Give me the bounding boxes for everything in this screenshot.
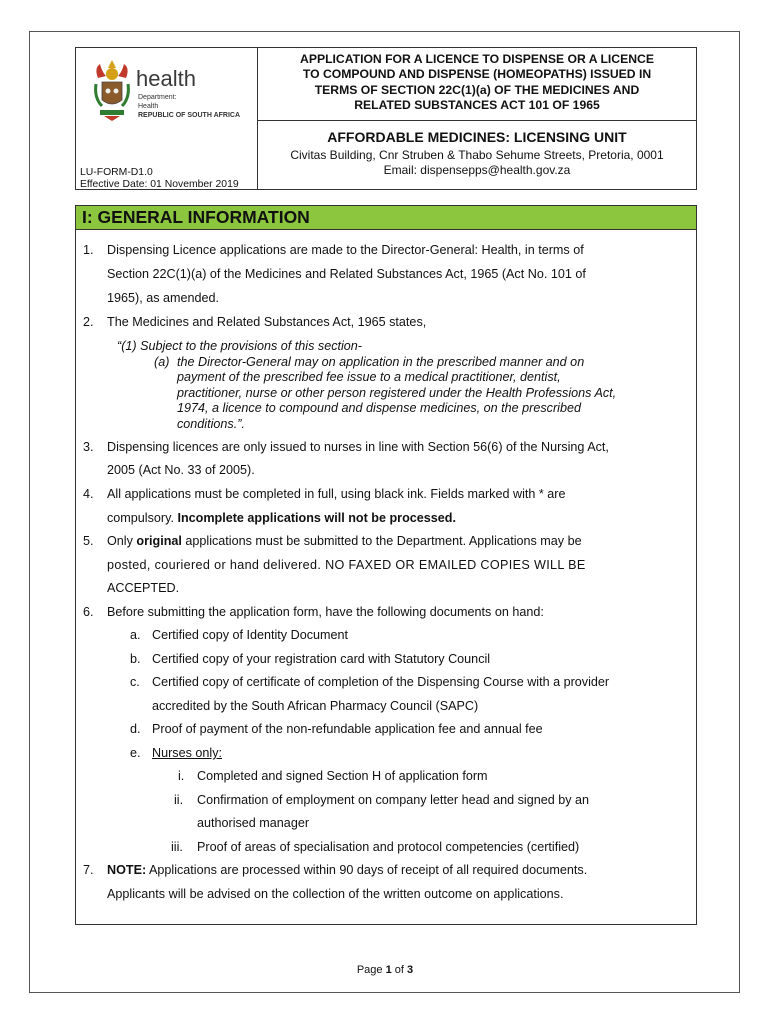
item-number: 7. xyxy=(83,863,94,877)
logo-health: Health xyxy=(138,103,159,110)
form-title-line: TO COMPOUND AND DISPENSE (HOMEOPATHS) ISSUED IN xyxy=(302,67,652,82)
doc-identity: Certified copy of Identity Document xyxy=(152,628,348,642)
general-information-section xyxy=(75,205,697,925)
sub-marker: e. xyxy=(130,746,141,760)
unit-address: Civitas Building, Cnr Struben & Thabo Sehume Streets, Pretoria, 0001 xyxy=(290,148,664,162)
emphasis: original xyxy=(136,534,182,548)
sub-marker: b. xyxy=(130,652,141,666)
coat-of-arms-icon xyxy=(92,58,132,122)
form-title-line: APPLICATION FOR A LICENCE TO DISPENSE OR A LICENCE xyxy=(300,52,654,66)
sub-marker: c. xyxy=(130,675,140,689)
item-1-line-1 xyxy=(107,243,670,257)
form-code: LU-FORM-D1.0 xyxy=(80,167,153,178)
form-title xyxy=(258,48,696,121)
text: Dispensing Licence applications are made to the Director-General: Health, in terms of xyxy=(107,243,584,257)
item-number: 4. xyxy=(83,487,94,501)
item-2-line-1: The Medicines and Related Substances Act, 1965 states, xyxy=(107,315,427,329)
nurse-doc-employment-line-1: Confirmation of employment on company letter head and signed by an xyxy=(197,793,590,807)
department-logo xyxy=(88,56,248,126)
item-number: 3. xyxy=(83,440,94,454)
text: Only xyxy=(107,534,133,548)
logo-department: Department: xyxy=(138,94,177,101)
form-title-line: RELATED SUBSTANCES ACT 101 OF 1965 xyxy=(354,98,600,113)
item-5-line-2: posted, couriered or hand delivered. NO FAXED OR EMAILED COPIES WILL BE xyxy=(107,558,586,572)
page-label: Page xyxy=(356,964,383,976)
quote-line-2: the Director-General may on application in the prescribed manner and on xyxy=(177,355,585,369)
item-number: 6. xyxy=(83,605,94,619)
section-heading: I: GENERAL INFORMATION xyxy=(76,206,696,230)
unit-info xyxy=(258,121,696,189)
header-logo-cell xyxy=(76,48,258,189)
doc-certificate-line-1: Certified copy of certificate of completion of the Dispensing Course with a provider xyxy=(152,675,610,689)
item-5-line-1 xyxy=(107,534,582,548)
text: compulsory. xyxy=(107,511,174,525)
logo-wordmark: health xyxy=(136,66,196,91)
logo-country: REPUBLIC OF SOUTH AFRICA xyxy=(138,112,241,119)
doc-payment: Proof of payment of the non-refundable application fee and annual fee xyxy=(152,722,543,736)
page-footer xyxy=(0,964,770,976)
item-3-line-1: Dispensing licences are only issued to nurses in line with Section 56(6) of the Nursing Act, xyxy=(107,440,609,454)
form-identifier xyxy=(80,167,239,191)
quote-line-6: conditions.”. xyxy=(177,417,245,431)
sub-marker: a. xyxy=(130,628,141,642)
emphasis: NOTE: xyxy=(107,863,147,877)
page-total: 3 xyxy=(407,964,414,976)
doc-certificate-line-2: accredited by the South African Pharmacy Council (SAPC) xyxy=(152,699,479,713)
item-4-line-1: All applications must be completed in full, using black ink. Fields marked with * are xyxy=(107,487,566,501)
effective-date: Effective Date: 01 November 2019 xyxy=(80,179,239,190)
sub-marker: d. xyxy=(130,722,141,736)
item-1-line-2: Section 22C(1)(a) of the Medicines and Related Substances Act, 1965 (Act No. 101 of xyxy=(107,267,586,281)
quote-line-3: payment of the prescribed fee issue to a medical practitioner, dentist, xyxy=(177,370,561,384)
quote-marker: (a) xyxy=(154,355,170,369)
item-7-line-2: Applicants will be advised on the collection of the written outcome on applications. xyxy=(107,887,564,901)
quote-line-1: “(1) Subject to the provisions of this section- xyxy=(117,339,362,353)
nurse-doc-section-h: Completed and signed Section H of application form xyxy=(197,769,488,783)
form-title-line: TERMS OF SECTION 22C(1)(a) OF THE MEDICINES AND xyxy=(314,82,640,97)
item-4-line-2 xyxy=(107,511,456,525)
item-number: 2. xyxy=(83,315,94,329)
doc-registration: Certified copy of your registration card with Statutory Council xyxy=(152,652,491,666)
item-1-line-3: 1965), as amended. xyxy=(107,291,220,305)
text: Nurses only: xyxy=(152,746,222,760)
item-7-line-1 xyxy=(107,863,587,877)
page-of: of xyxy=(394,964,404,976)
quote-line-5: 1974, a licence to compound and dispense medicines, on the prescribed xyxy=(177,401,581,415)
quote-line-4: practitioner, nurse or other person registered under the Health Professions Act, xyxy=(177,386,617,400)
page-number: 1 xyxy=(385,964,392,976)
unit-name: AFFORDABLE MEDICINES: LICENSING UNIT xyxy=(327,129,627,145)
item-5-line-3: ACCEPTED. xyxy=(107,581,180,595)
text: Applications are processed within 90 days of receipt of all required documents. xyxy=(149,863,588,877)
item-number: 1. xyxy=(83,243,94,257)
roman-marker: iii. xyxy=(171,840,183,854)
emphasis: Incomplete applications will not be processed. xyxy=(177,511,456,525)
roman-marker: i. xyxy=(178,769,185,783)
nurse-doc-employment-line-2: authorised manager xyxy=(197,816,310,830)
item-6-line-1: Before submitting the application form, have the following documents on hand: xyxy=(107,605,544,619)
text: applications must be submitted to the Department. Applications may be xyxy=(185,534,582,548)
nurse-doc-specialisation: Proof of areas of specialisation and protocol competencies (certified) xyxy=(197,840,580,854)
nurses-only-label xyxy=(152,746,222,760)
roman-marker: ii. xyxy=(174,793,184,807)
unit-email: Email: dispensepps@health.gov.za xyxy=(383,163,571,177)
form-header xyxy=(75,47,697,190)
item-3-line-2: 2005 (Act No. 33 of 2005). xyxy=(107,463,255,477)
item-number: 5. xyxy=(83,534,94,548)
